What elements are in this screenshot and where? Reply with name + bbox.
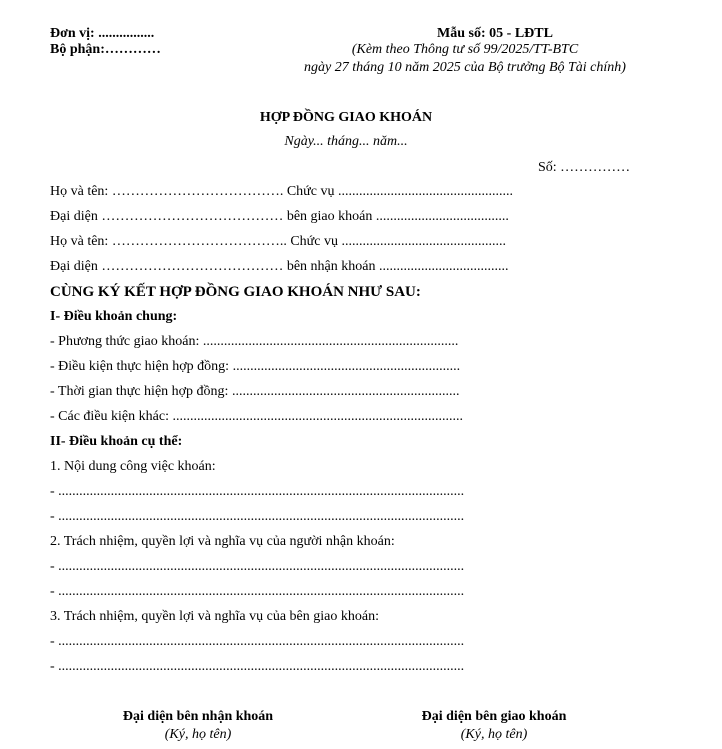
- form-number: Mẫu số: 05 - LĐTL: [437, 26, 553, 41]
- section-specific-heading: II- Điều khoản cụ thể:: [50, 434, 183, 449]
- agreement-heading: CÙNG KÝ KẾT HỢP ĐỒNG GIAO KHOÁN NHƯ SAU:: [50, 284, 421, 300]
- document-title: HỢP ĐỒNG GIAO KHOÁN: [259, 110, 433, 125]
- general-item-conditions: - Điều kiện thực hiện hợp đồng: .................................................................: [50, 359, 461, 374]
- party-a-name-line: Họ và tên: ………………………………. Chức vụ ..................................................: [50, 184, 513, 199]
- party-b-representative-line: Đại diện ………………………………… bên nhận khoán .....................................: [50, 259, 509, 274]
- work-content-line-2: - ....................................................................................................................: [50, 509, 465, 524]
- general-item-duration: - Thời gian thực hiện hợp đồng: .................................................................: [50, 384, 460, 399]
- date-line: Ngày... tháng... năm...: [284, 134, 408, 149]
- general-item-method: - Phương thức giao khoán: .........................................................................: [50, 334, 459, 349]
- work-content-line-1: - ....................................................................................................................: [50, 484, 465, 499]
- signature-assignor-note: (Ký, họ tên): [460, 727, 528, 742]
- general-item-other: - Các điều kiện khác: ...................................................................................: [50, 409, 463, 424]
- signature-receiver-note: (Ký, họ tên): [164, 727, 232, 742]
- contractor-duties-line-2: - ....................................................................................................................: [50, 584, 465, 599]
- party-a-representative-line: Đại diện ………………………………… bên giao khoán ......................................: [50, 209, 509, 224]
- assignor-duties-line-1: - ....................................................................................................................: [50, 634, 465, 649]
- contract-number: Số: ……………: [538, 160, 631, 175]
- contractor-duties-line-1: - ....................................................................................................................: [50, 559, 465, 574]
- party-b-name-line: Họ và tên: ……………………………….. Chức vụ ...............................................: [50, 234, 506, 249]
- contractor-duties-heading: 2. Trách nhiệm, quyền lợi và nghĩa vụ của người nhận khoán:: [50, 534, 395, 549]
- don-vi-label: Đơn vị: ................: [50, 26, 155, 41]
- circular-reference: (Kèm theo Thông tư số 99/2025/TT-BTC: [351, 42, 579, 57]
- signature-assignor-title: Đại diện bên giao khoán: [421, 709, 567, 724]
- signature-receiver-title: Đại diện bên nhận khoán: [122, 709, 274, 724]
- work-content-heading: 1. Nội dung công việc khoán:: [50, 459, 216, 474]
- assignor-duties-heading: 3. Trách nhiệm, quyền lợi và nghĩa vụ của bên giao khoán:: [50, 609, 379, 624]
- assignor-duties-line-2: - ....................................................................................................................: [50, 659, 465, 674]
- issuance-date: ngày 27 tháng 10 năm 2025 của Bộ trưởng Bộ Tài chính): [304, 60, 626, 75]
- section-general-heading: I- Điều khoản chung:: [50, 309, 178, 324]
- bo-phan-label: Bộ phận:…………: [50, 42, 161, 57]
